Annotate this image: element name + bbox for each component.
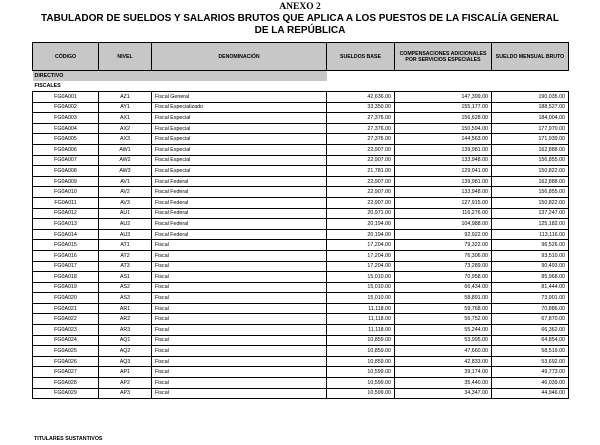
cell-sueldo: 11,118.00: [327, 303, 395, 314]
cell-denominacion: Fiscal: [152, 325, 327, 336]
cell-bruto: 188,527.00: [492, 102, 569, 113]
cell-sueldo: 27,376.00: [327, 123, 395, 134]
cell-comp: 59,768.00: [395, 303, 492, 314]
cell-bruto: 90,493.00: [492, 261, 569, 272]
cell-bruto: 184,004.00: [492, 113, 569, 124]
cell-sueldo: 17,204.00: [327, 250, 395, 261]
header-nivel: NIVEL: [99, 43, 152, 71]
cell-sueldo: 15,010.00: [327, 293, 395, 304]
cell-comp: 92,922.00: [395, 229, 492, 240]
section-row: [33, 71, 569, 82]
cell-comp: 39,174.00: [395, 367, 492, 378]
cell-codigo: FG0A006: [33, 144, 99, 155]
cell-sueldo: 22,907.00: [327, 197, 395, 208]
table-row: [33, 144, 569, 155]
cell-sueldo: 10,599.00: [327, 378, 395, 389]
cell-nivel: AR2: [99, 314, 152, 325]
cell-comp: 104,988.00: [395, 219, 492, 230]
cell-nivel: AV3: [99, 197, 152, 208]
cell-codigo: FG0A029: [33, 388, 99, 399]
table-row: [33, 187, 569, 198]
cell-codigo: FG0A010: [33, 187, 99, 198]
table-row: [33, 367, 569, 378]
cell-bruto: 93,510.00: [492, 250, 569, 261]
cell-denominacion: Fiscal Especial: [152, 155, 327, 166]
header-compensaciones: COMPENSACIONES ADICIONALES POR SERVICIOS ESPECIALES: [395, 43, 492, 71]
footer-section-label: TITULARES SUSTANTIVOS: [34, 436, 103, 442]
cell-bruto: 162,888.00: [492, 176, 569, 187]
cell-nivel: AX3: [99, 134, 152, 145]
header-denominacion: DENOMINACIÓN: [152, 43, 327, 71]
cell-denominacion: Fiscal Federal: [152, 229, 327, 240]
cell-sueldo: 20,971.00: [327, 208, 395, 219]
header-sueldo-bruto: SUELDO MENSUAL BRUTO: [492, 43, 569, 71]
cell-nivel: AZ1: [99, 92, 152, 103]
cell-sueldo: 20,194.00: [327, 219, 395, 230]
cell-comp: 53,995.00: [395, 335, 492, 346]
cell-bruto: 64,854.00: [492, 335, 569, 346]
cell-nivel: AY1: [99, 102, 152, 113]
cell-bruto: 44,946.00: [492, 388, 569, 399]
cell-denominacion: Fiscal Especial: [152, 166, 327, 177]
cell-codigo: FG0A009: [33, 176, 99, 187]
cell-sueldo: 10,859.00: [327, 335, 395, 346]
table-row: [33, 229, 569, 240]
cell-denominacion: Fiscal Especial: [152, 123, 327, 134]
cell-sueldo: 11,118.00: [327, 314, 395, 325]
document-title: TABULADOR DE SUELDOS Y SALARIOS BRUTOS QUE APLICA A LOS PUESTOS DE LA FISCALÍA GENERAL DE LA REPÚBLICA: [40, 13, 559, 36]
cell-codigo: FG0A018: [33, 272, 99, 283]
cell-sueldo: 21,781.00: [327, 166, 395, 177]
cell-comp: 70,958.00: [395, 272, 492, 283]
cell-denominacion: Fiscal: [152, 378, 327, 389]
cell-denominacion: Fiscal: [152, 250, 327, 261]
cell-nivel: AW1: [99, 144, 152, 155]
cell-nivel: AP3: [99, 388, 152, 399]
table-row: [33, 208, 569, 219]
cell-denominacion: Fiscal: [152, 272, 327, 283]
table-row: [33, 325, 569, 336]
table-row: [33, 113, 569, 124]
cell-comp: 129,041.00: [395, 166, 492, 177]
cell-codigo: FG0A007: [33, 155, 99, 166]
table-row: [33, 378, 569, 389]
subsection-row: [33, 81, 569, 92]
cell-denominacion: Fiscal: [152, 314, 327, 325]
cell-bruto: 49,773.00: [492, 367, 569, 378]
table-row: [33, 102, 569, 113]
table-row: [33, 219, 569, 230]
cell-codigo: FG0A014: [33, 229, 99, 240]
cell-codigo: FG0A020: [33, 293, 99, 304]
table-row: [33, 240, 569, 251]
header-codigo: CÓDIGO: [33, 43, 99, 71]
cell-denominacion: Fiscal: [152, 346, 327, 357]
cell-sueldo: 20,194.00: [327, 229, 395, 240]
cell-codigo: FG0A024: [33, 335, 99, 346]
cell-comp: 55,244.00: [395, 325, 492, 336]
cell-bruto: 96,526.00: [492, 240, 569, 251]
table-row: [33, 261, 569, 272]
cell-nivel: AV2: [99, 187, 152, 198]
cell-comp: 76,306.00: [395, 250, 492, 261]
cell-codigo: FG0A004: [33, 123, 99, 134]
cell-denominacion: Fiscal Federal: [152, 176, 327, 187]
cell-nivel: AX1: [99, 113, 152, 124]
cell-bruto: 67,870.00: [492, 314, 569, 325]
cell-denominacion: Fiscal: [152, 293, 327, 304]
cell-denominacion: Fiscal: [152, 335, 327, 346]
table-row: [33, 356, 569, 367]
cell-comp: 133,948.00: [395, 187, 492, 198]
cell-bruto: 46,039.00: [492, 378, 569, 389]
cell-nivel: AU3: [99, 229, 152, 240]
cell-comp: 58,891.00: [395, 293, 492, 304]
cell-nivel: AP2: [99, 378, 152, 389]
salary-table: [32, 42, 569, 399]
cell-codigo: FG0A013: [33, 219, 99, 230]
cell-codigo: FG0A028: [33, 378, 99, 389]
cell-denominacion: Fiscal: [152, 240, 327, 251]
cell-sueldo: 10,859.00: [327, 346, 395, 357]
cell-nivel: AT3: [99, 261, 152, 272]
cell-denominacion: Fiscal: [152, 388, 327, 399]
cell-codigo: FG0A025: [33, 346, 99, 357]
cell-comp: 47,660.00: [395, 346, 492, 357]
table-row: [33, 314, 569, 325]
cell-bruto: 53,692.00: [492, 356, 569, 367]
cell-bruto: 73,901.00: [492, 293, 569, 304]
cell-codigo: FG0A001: [33, 92, 99, 103]
cell-denominacion: Fiscal: [152, 367, 327, 378]
table-row: [33, 293, 569, 304]
cell-codigo: FG0A005: [33, 134, 99, 145]
cell-denominacion: Fiscal Especial: [152, 144, 327, 155]
cell-nivel: AT1: [99, 240, 152, 251]
cell-codigo: FG0A026: [33, 356, 99, 367]
cell-nivel: AR3: [99, 325, 152, 336]
section-label: DIRECTIVO: [33, 71, 327, 82]
cell-nivel: AU1: [99, 208, 152, 219]
cell-bruto: 81,444.00: [492, 282, 569, 293]
cell-sueldo: 10,599.00: [327, 367, 395, 378]
table-row: [33, 123, 569, 134]
cell-sueldo: 27,376.00: [327, 113, 395, 124]
cell-comp: 35,440.00: [395, 378, 492, 389]
cell-codigo: FG0A015: [33, 240, 99, 251]
table-row: [33, 346, 569, 357]
cell-nivel: AQ3: [99, 356, 152, 367]
cell-codigo: FG0A002: [33, 102, 99, 113]
cell-bruto: 156,855.00: [492, 187, 569, 198]
cell-bruto: 66,362.00: [492, 325, 569, 336]
cell-nivel: AS2: [99, 282, 152, 293]
cell-codigo: FG0A003: [33, 113, 99, 124]
cell-nivel: AT2: [99, 250, 152, 261]
cell-sueldo: 27,376.00: [327, 134, 395, 145]
cell-comp: 144,563.00: [395, 134, 492, 145]
table-row: [33, 176, 569, 187]
cell-sueldo: 15,010.00: [327, 272, 395, 283]
cell-sueldo: 11,118.00: [327, 325, 395, 336]
annex-label: ANEXO 2: [279, 2, 321, 12]
cell-bruto: 85,968.00: [492, 272, 569, 283]
table-row: [33, 197, 569, 208]
cell-bruto: 190,035.00: [492, 92, 569, 103]
table-row: [33, 388, 569, 399]
cell-nivel: AS3: [99, 293, 152, 304]
cell-sueldo: 10,859.00: [327, 356, 395, 367]
cell-sueldo: 15,010.00: [327, 282, 395, 293]
cell-bruto: 137,247.00: [492, 208, 569, 219]
cell-nivel: AP1: [99, 367, 152, 378]
cell-denominacion: Fiscal Especial: [152, 134, 327, 145]
cell-bruto: 150,822.00: [492, 197, 569, 208]
cell-comp: 79,322.00: [395, 240, 492, 251]
cell-comp: 66,434.00: [395, 282, 492, 293]
cell-denominacion: Fiscal Federal: [152, 219, 327, 230]
subsection-label: FISCALES: [34, 83, 61, 89]
cell-denominacion: Fiscal Especial: [152, 113, 327, 124]
cell-bruto: 58,519.00: [492, 346, 569, 357]
table-row: [33, 250, 569, 261]
table-row: [33, 155, 569, 166]
cell-codigo: FG0A023: [33, 325, 99, 336]
cell-denominacion: Fiscal: [152, 282, 327, 293]
cell-comp: 147,399.00: [395, 92, 492, 103]
cell-nivel: AQ2: [99, 346, 152, 357]
cell-comp: 156,628.00: [395, 113, 492, 124]
cell-sueldo: 22,907.00: [327, 144, 395, 155]
cell-denominacion: Fiscal Federal: [152, 187, 327, 198]
cell-codigo: FG0A016: [33, 250, 99, 261]
cell-sueldo: 22,907.00: [327, 155, 395, 166]
cell-denominacion: Fiscal: [152, 303, 327, 314]
cell-sueldo: 10,599.00: [327, 388, 395, 399]
cell-sueldo: 33,350.00: [327, 102, 395, 113]
cell-codigo: FG0A021: [33, 303, 99, 314]
cell-comp: 42,833.00: [395, 356, 492, 367]
cell-nivel: AX2: [99, 123, 152, 134]
table-row: [33, 92, 569, 103]
cell-comp: 133,948.00: [395, 155, 492, 166]
cell-bruto: 156,855.00: [492, 155, 569, 166]
table-row: [33, 282, 569, 293]
cell-codigo: FG0A008: [33, 166, 99, 177]
cell-codigo: FG0A022: [33, 314, 99, 325]
cell-nivel: AV1: [99, 176, 152, 187]
cell-comp: 139,981.00: [395, 176, 492, 187]
cell-nivel: AS1: [99, 272, 152, 283]
table-row: [33, 303, 569, 314]
cell-codigo: FG0A027: [33, 367, 99, 378]
cell-codigo: FG0A011: [33, 197, 99, 208]
cell-comp: 150,594.00: [395, 123, 492, 134]
cell-nivel: AU2: [99, 219, 152, 230]
table-row: [33, 134, 569, 145]
cell-denominacion: Fiscal: [152, 261, 327, 272]
cell-bruto: 70,886.00: [492, 303, 569, 314]
cell-comp: 155,177.00: [395, 102, 492, 113]
cell-sueldo: 22,907.00: [327, 187, 395, 198]
cell-comp: 34,347.00: [395, 388, 492, 399]
cell-bruto: 150,822.00: [492, 166, 569, 177]
cell-comp: 127,915.00: [395, 197, 492, 208]
cell-codigo: FG0A017: [33, 261, 99, 272]
table-row: [33, 272, 569, 283]
cell-denominacion: Fiscal Federal: [152, 208, 327, 219]
cell-nivel: AW2: [99, 155, 152, 166]
table-header-row: [33, 43, 569, 71]
cell-bruto: 177,970.00: [492, 123, 569, 134]
cell-denominacion: Fiscal: [152, 356, 327, 367]
cell-comp: 116,276.00: [395, 208, 492, 219]
cell-nivel: AQ1: [99, 335, 152, 346]
cell-sueldo: 22,907.00: [327, 176, 395, 187]
cell-bruto: 171,939.00: [492, 134, 569, 145]
table-row: [33, 335, 569, 346]
cell-codigo: FG0A019: [33, 282, 99, 293]
cell-bruto: 125,182.00: [492, 219, 569, 230]
cell-sueldo: 42,636.00: [327, 92, 395, 103]
cell-codigo: FG0A012: [33, 208, 99, 219]
cell-nivel: AW3: [99, 166, 152, 177]
cell-denominacion: Fiscal Federal: [152, 197, 327, 208]
header-sueldos-base: SUELDOS BASE: [327, 43, 395, 71]
cell-sueldo: 17,204.00: [327, 261, 395, 272]
table-row: [33, 166, 569, 177]
cell-comp: 56,752.00: [395, 314, 492, 325]
cell-comp: 139,981.00: [395, 144, 492, 155]
cell-comp: 73,289.00: [395, 261, 492, 272]
cell-nivel: AR1: [99, 303, 152, 314]
cell-denominacion: Fiscal Especializado: [152, 102, 327, 113]
cell-sueldo: 17,204.00: [327, 240, 395, 251]
cell-bruto: 113,116.00: [492, 229, 569, 240]
cell-denominacion: Fiscal General: [152, 92, 327, 103]
cell-bruto: 162,888.00: [492, 144, 569, 155]
